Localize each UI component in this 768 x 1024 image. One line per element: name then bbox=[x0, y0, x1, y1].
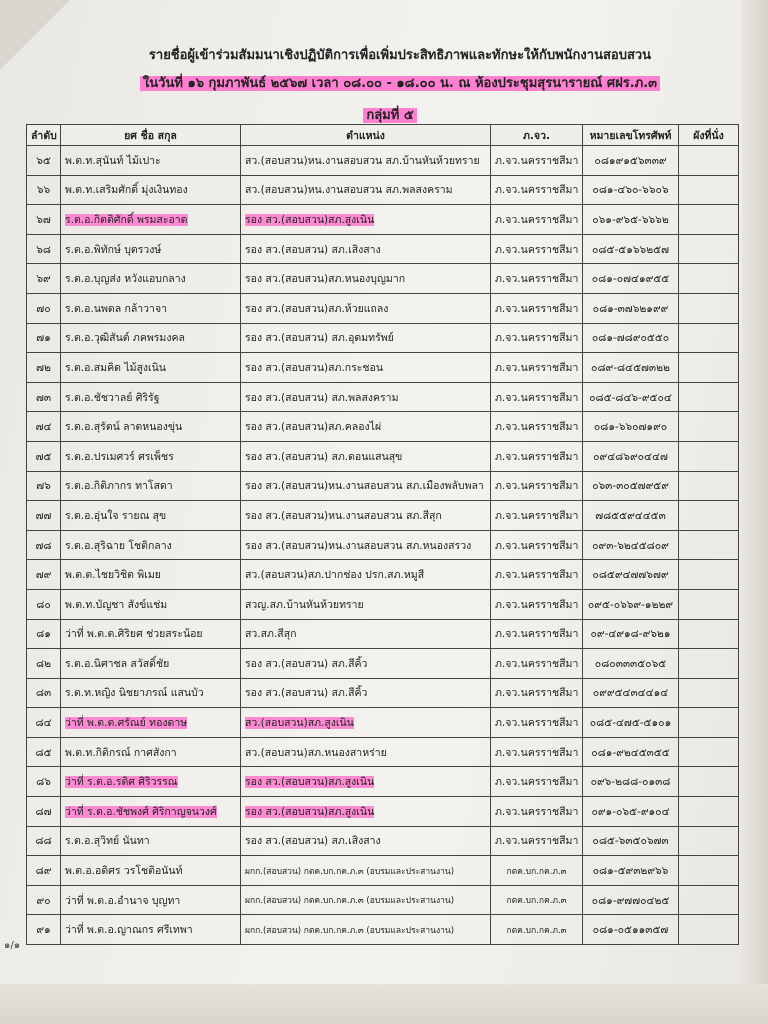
table-row bbox=[27, 708, 739, 738]
table-row bbox=[27, 589, 739, 619]
cell-position bbox=[241, 589, 491, 619]
cell-position bbox=[241, 560, 491, 590]
cell-phone: ๐๘๑-๔๖๐-๖๖๐๖ bbox=[583, 175, 679, 205]
table-row bbox=[27, 797, 739, 827]
cell-position-text: สว.(สอบสวน)หน.งานสอบสวน สภ.บ้านหันห้วยทราย bbox=[245, 154, 480, 167]
cell-no: ๘๖ bbox=[27, 767, 61, 797]
cell-name-text: ร.ต.อ.บุญส่ง หวังแอบกลาง bbox=[65, 273, 186, 286]
cell-position-text: รอง สว.(สอบสวน) สภ.ดอนแสนสุข bbox=[245, 450, 403, 463]
cell-name bbox=[61, 797, 241, 827]
cell-seat bbox=[679, 175, 739, 205]
cell-name bbox=[61, 146, 241, 176]
cell-name-text: ร.ต.อ.กิตติศักดิ์ พรมสะอาด bbox=[65, 213, 188, 226]
table-row bbox=[27, 293, 739, 323]
cell-unit: ภ.จว.นครราชสีมา bbox=[491, 353, 583, 383]
cell-position-text: รอง สว.(สอบสวน)สภ.คลองไผ่ bbox=[245, 421, 382, 434]
cell-phone: ๐๘๙-๘๔๕๗๓๒๒ bbox=[583, 353, 679, 383]
cell-phone: ๐๘๑-๕๙๓๒๙๖๖ bbox=[583, 856, 679, 886]
cell-position bbox=[241, 649, 491, 679]
cell-name bbox=[61, 323, 241, 353]
cell-name bbox=[61, 175, 241, 205]
cell-no: ๙๐ bbox=[27, 885, 61, 915]
cell-phone: ๐๘๑-๓๗๖๒๑๙๙ bbox=[583, 293, 679, 323]
cell-unit: ภ.จว.นครราชสีมา bbox=[491, 501, 583, 531]
cell-name bbox=[61, 234, 241, 264]
cell-phone: ๐๘๐๓๓๓๕๐๖๕ bbox=[583, 649, 679, 679]
table-header-row bbox=[27, 125, 739, 146]
cell-no: ๖๙ bbox=[27, 264, 61, 294]
cell-position bbox=[241, 915, 491, 945]
cell-position bbox=[241, 441, 491, 471]
table-row bbox=[27, 856, 739, 886]
cell-position bbox=[241, 264, 491, 294]
cell-seat bbox=[679, 412, 739, 442]
cell-no: ๘๒ bbox=[27, 649, 61, 679]
cell-position-text: รอง สว.(สอบสวน) สภ.เสิงสาง bbox=[245, 243, 381, 256]
cell-position bbox=[241, 501, 491, 531]
cell-seat bbox=[679, 441, 739, 471]
cell-seat bbox=[679, 234, 739, 264]
cell-name-text: ร.ต.อ.สุรัตน์ ลาดหนองขุ่น bbox=[65, 421, 183, 434]
cell-position-text: รอง สว.(สอบสวน)สภ.สูงเนิน bbox=[245, 213, 375, 226]
cell-no: ๘๑ bbox=[27, 619, 61, 649]
cell-seat bbox=[679, 560, 739, 590]
cell-phone: ๐๖๓-๓๐๕๗๙๕๙ bbox=[583, 471, 679, 501]
cell-unit: ภ.จว.นครราชสีมา bbox=[491, 382, 583, 412]
cell-phone: ๐๘๑-๖๖๐๗๑๙๐ bbox=[583, 412, 679, 442]
cell-position bbox=[241, 353, 491, 383]
cell-no: ๖๗ bbox=[27, 205, 61, 235]
cell-name-text: ร.ต.อ.ปรเมศวร์ ศรเพ็ชร bbox=[65, 450, 174, 463]
table-row bbox=[27, 678, 739, 708]
cell-position bbox=[241, 619, 491, 649]
cell-unit: ภ.จว.นครราชสีมา bbox=[491, 708, 583, 738]
cell-no: ๙๑ bbox=[27, 915, 61, 945]
cell-name-text: ร.ต.อ.สุริฉาย โชติกลาง bbox=[65, 539, 172, 552]
cell-seat bbox=[679, 589, 739, 619]
cell-phone: ๗๘๕๕๙๔๔๕๓ bbox=[583, 501, 679, 531]
cell-name-text: ร.ต.อ.กิติภากร ทาโสดา bbox=[65, 480, 173, 493]
cell-no: ๘๐ bbox=[27, 589, 61, 619]
cell-phone: ๐๘๑๙๑๕๖๓๓๙ bbox=[583, 146, 679, 176]
cell-no: ๗๙ bbox=[27, 560, 61, 590]
cell-unit: กตค.บก.กค.ภ.๓ bbox=[491, 885, 583, 915]
cell-no: ๗๓ bbox=[27, 382, 61, 412]
table-row bbox=[27, 471, 739, 501]
cell-unit: ภ.จว.นครราชสีมา bbox=[491, 441, 583, 471]
table-row bbox=[27, 619, 739, 649]
cell-position-text: สว.(สอบสวน)สภ.สูงเนิน bbox=[245, 717, 354, 730]
cell-seat bbox=[679, 293, 739, 323]
cell-phone: ๐๙๑-๐๖๕-๙๑๐๔ bbox=[583, 797, 679, 827]
cell-name-text: ร.ต.ท.หญิง นิชยาภรณ์ แสนบัว bbox=[65, 687, 204, 700]
cell-position bbox=[241, 146, 491, 176]
cell-position bbox=[241, 234, 491, 264]
cell-unit: ภ.จว.นครราชสีมา bbox=[491, 737, 583, 767]
cell-no: ๗๖ bbox=[27, 471, 61, 501]
cell-name bbox=[61, 501, 241, 531]
cell-phone: ๐๘๕๙๔๗๗๖๗๙ bbox=[583, 560, 679, 590]
cell-no: ๗๔ bbox=[27, 412, 61, 442]
cell-no: ๖๖ bbox=[27, 175, 61, 205]
cell-position-text: รอง สว.(สอบสวน)สภ.สูงเนิน bbox=[245, 805, 375, 818]
cell-name bbox=[61, 589, 241, 619]
cell-phone: ๐๘๑-๐๕๑๑๓๕๗ bbox=[583, 915, 679, 945]
cell-phone: ๐๘๕-๕๑๖๖๒๕๗ bbox=[583, 234, 679, 264]
col-header-seat: ผังที่นั่ง bbox=[679, 125, 739, 146]
cell-unit: ภ.จว.นครราชสีมา bbox=[491, 560, 583, 590]
cell-position-text: ผกก.(สอบสวน) กตค.บก.กค.ภ.๓ (อบรมและประสานงาน) bbox=[245, 925, 455, 936]
cell-position bbox=[241, 412, 491, 442]
table-row bbox=[27, 205, 739, 235]
table-row bbox=[27, 915, 739, 945]
cell-unit: ภ.จว.นครราชสีมา bbox=[491, 530, 583, 560]
cell-name-text: พ.ต.ท.เสริมศักดิ์ มุ่งเงินทอง bbox=[65, 184, 188, 197]
cell-no: ๗๒ bbox=[27, 353, 61, 383]
cell-seat bbox=[679, 146, 739, 176]
cell-seat bbox=[679, 915, 739, 945]
cell-seat bbox=[679, 501, 739, 531]
cell-no: ๘๔ bbox=[27, 708, 61, 738]
cell-position bbox=[241, 382, 491, 412]
cell-unit: ภ.จว.นครราชสีมา bbox=[491, 175, 583, 205]
cell-position-text: สวญ.สภ.บ้านหันห้วยทราย bbox=[245, 598, 364, 611]
col-header-phone: หมายเลขโทรศัพท์ bbox=[583, 125, 679, 146]
cell-phone: ๐๙๓-๖๒๔๕๘๐๙ bbox=[583, 530, 679, 560]
cell-name-text: ว่าที่ พ.ต.ต.ศิริยศ ช่วยสระน้อย bbox=[65, 628, 203, 641]
table-row bbox=[27, 234, 739, 264]
cell-phone: ๐๙๕-๐๖๖๙-๑๒๒๙ bbox=[583, 589, 679, 619]
cell-name bbox=[61, 293, 241, 323]
cell-phone: ๐๘๑-๙๒๔๕๓๕๕ bbox=[583, 737, 679, 767]
cell-name-text: ว่าที่ ร.ต.อ.ชัชพงศ์ ศิริกาญจนวงศ์ bbox=[65, 805, 217, 818]
cell-name-text: พ.ต.อ.อดิศร วรโชติอนันท์ bbox=[65, 865, 183, 878]
cell-position-text: รอง สว.(สอบสวน)หน.งานสอบสวน สภ.หนองสรวง bbox=[245, 539, 472, 552]
cell-name-text: ร.ต.อ.สุวิทย์ นันทา bbox=[65, 835, 150, 848]
cell-seat bbox=[679, 619, 739, 649]
cell-position-text: รอง สว.(สอบสวน) สภ.สีคิ้ว bbox=[245, 687, 368, 700]
cell-seat bbox=[679, 382, 739, 412]
group-label bbox=[330, 104, 450, 125]
cell-name bbox=[61, 856, 241, 886]
cell-unit: กตค.บก.กค.ภ.๓ bbox=[491, 915, 583, 945]
cell-no: ๗๑ bbox=[27, 323, 61, 353]
cell-seat bbox=[679, 737, 739, 767]
cell-name bbox=[61, 441, 241, 471]
table-row bbox=[27, 353, 739, 383]
cell-name bbox=[61, 471, 241, 501]
cell-seat bbox=[679, 264, 739, 294]
cell-position bbox=[241, 471, 491, 501]
cell-position-text: ผกก.(สอบสวน) กตค.บก.กค.ภ.๓ (อบรมและประสานงาน) bbox=[245, 866, 455, 877]
cell-unit: ภ.จว.นครราชสีมา bbox=[491, 471, 583, 501]
col-header-unit: ภ.จว. bbox=[491, 125, 583, 146]
cell-position bbox=[241, 826, 491, 856]
cell-seat bbox=[679, 205, 739, 235]
cell-phone: ๐๖๑-๙๖๕-๖๖๖๒ bbox=[583, 205, 679, 235]
cell-unit: ภ.จว.นครราชสีมา bbox=[491, 767, 583, 797]
cell-no: ๗๕ bbox=[27, 441, 61, 471]
cell-seat bbox=[679, 826, 739, 856]
cell-phone: ๐๘๕-๔๗๕-๕๑๐๑ bbox=[583, 708, 679, 738]
page-edge-bottom bbox=[0, 984, 768, 1024]
cell-unit: ภ.จว.นครราชสีมา bbox=[491, 649, 583, 679]
cell-phone: ๐๙๔๘๖๙๐๔๔๗ bbox=[583, 441, 679, 471]
cell-name bbox=[61, 619, 241, 649]
cell-name-text: ว่าที่ ร.ต.อ.รติศ ศิริวรรณ bbox=[65, 776, 178, 789]
cell-position-text: รอง สว.(สอบสวน)สภ.ห้วยแถลง bbox=[245, 302, 389, 315]
cell-unit: ภ.จว.นครราชสีมา bbox=[491, 826, 583, 856]
cell-name-text: ร.ต.อ.สมคิด ไม้สูงเนิน bbox=[65, 361, 166, 374]
cell-position-text: สว.(สอบสวน)สภ.หนองสาหร่าย bbox=[245, 746, 387, 759]
cell-unit: ภ.จว.นครราชสีมา bbox=[491, 293, 583, 323]
table-row bbox=[27, 826, 739, 856]
cell-position-text: รอง สว.(สอบสวน)หน.งานสอบสวน สภ.เมืองพลับพลา bbox=[245, 480, 484, 493]
cell-no: ๘๗ bbox=[27, 797, 61, 827]
cell-position bbox=[241, 737, 491, 767]
cell-position bbox=[241, 767, 491, 797]
cell-name-text: พ.ต.ท.สุนันท์ ไม้เปาะ bbox=[65, 154, 161, 167]
cell-position bbox=[241, 708, 491, 738]
cell-no: ๗๗ bbox=[27, 501, 61, 531]
cell-seat bbox=[679, 885, 739, 915]
table-row bbox=[27, 649, 739, 679]
cell-position bbox=[241, 797, 491, 827]
cell-position-text: รอง สว.(สอบสวน) สภ.เสิงสาง bbox=[245, 835, 381, 848]
cell-unit: ภ.จว.นครราชสีมา bbox=[491, 797, 583, 827]
cell-unit: ภ.จว.นครราชสีมา bbox=[491, 412, 583, 442]
cell-name bbox=[61, 678, 241, 708]
cell-no: ๖๘ bbox=[27, 234, 61, 264]
table-row bbox=[27, 560, 739, 590]
cell-position bbox=[241, 678, 491, 708]
table-row bbox=[27, 530, 739, 560]
cell-phone: ๐๘๕-๖๓๕๐๖๗๓ bbox=[583, 826, 679, 856]
cell-position bbox=[241, 323, 491, 353]
col-header-name: ยศ ชื่อ สกุล bbox=[61, 125, 241, 146]
cell-name-text: ร.ต.อ.พิทักษ์ บุตรวงษ์ bbox=[65, 243, 162, 256]
cell-seat bbox=[679, 767, 739, 797]
cell-seat bbox=[679, 678, 739, 708]
document-title: รายชื่อผู้เข้าร่วมสัมมนาเชิงปฏิบัติการเพื่อเพิ่มประสิทธิภาพและทักษะให้กับพนักงานสอบสวน bbox=[148, 48, 652, 63]
cell-no: ๗๘ bbox=[27, 530, 61, 560]
cell-position-text: สว.(สอบสวน)หน.งานสอบสวน สภ.พลสงคราม bbox=[245, 184, 453, 197]
cell-name-text: ว่าที่ พ.ต.อ.อำนาจ บุญทา bbox=[65, 894, 181, 907]
cell-no: ๗๐ bbox=[27, 293, 61, 323]
cell-position bbox=[241, 885, 491, 915]
cell-name bbox=[61, 649, 241, 679]
group-label-text: กลุ่มที่ ๕ bbox=[363, 108, 416, 123]
cell-phone: ๐๙๖-๒๘๘-๐๑๓๘ bbox=[583, 767, 679, 797]
cell-name bbox=[61, 205, 241, 235]
table-row bbox=[27, 501, 739, 531]
cell-seat bbox=[679, 530, 739, 560]
cell-unit: ภ.จว.นครราชสีมา bbox=[491, 589, 583, 619]
table-row bbox=[27, 767, 739, 797]
date-line-text: ในวันที่ ๑๖ กุมภาพันธ์ ๒๕๖๗ เวลา ๐๘.๐๐ - ๑๘.๐๐ น. ณ ห้องประชุมสุรนารายณ์ ศฝร.ภ.๓ bbox=[140, 76, 660, 91]
cell-no: ๘๕ bbox=[27, 737, 61, 767]
attendee-table bbox=[26, 124, 739, 945]
col-header-no: ลำดับ bbox=[27, 125, 61, 146]
page-edge-right bbox=[742, 0, 768, 1024]
cell-unit: ภ.จว.นครราชสีมา bbox=[491, 619, 583, 649]
cell-unit: กตค.บก.กค.ภ.๓ bbox=[491, 856, 583, 886]
table-row bbox=[27, 175, 739, 205]
cell-phone: ๐๘๑-๗๘๙๐๕๕๐ bbox=[583, 323, 679, 353]
cell-no: ๘๓ bbox=[27, 678, 61, 708]
page-number: ๑/๑ bbox=[4, 940, 21, 951]
cell-seat bbox=[679, 471, 739, 501]
cell-position-text: รอง สว.(สอบสวน) สภ.อุดมทรัพย์ bbox=[245, 332, 394, 345]
cell-seat bbox=[679, 353, 739, 383]
cell-name-text: ร.ต.อ.นิศาชล สวัสดิ์ชัย bbox=[65, 657, 170, 670]
cell-seat bbox=[679, 323, 739, 353]
cell-position-text: รอง สว.(สอบสวน)หน.งานสอบสวน สภ.สีสุก bbox=[245, 509, 442, 522]
cell-no: ๘๘ bbox=[27, 826, 61, 856]
cell-name bbox=[61, 264, 241, 294]
cell-phone: ๐๘๕-๘๔๖-๙๕๐๔ bbox=[583, 382, 679, 412]
cell-unit: ภ.จว.นครราชสีมา bbox=[491, 234, 583, 264]
cell-position bbox=[241, 293, 491, 323]
cell-name bbox=[61, 737, 241, 767]
cell-position-text: รอง สว.(สอบสวน)สภ.สูงเนิน bbox=[245, 776, 375, 789]
cell-no: ๘๙ bbox=[27, 856, 61, 886]
cell-phone: ๐๘๑-๙๗๗๐๔๒๕ bbox=[583, 885, 679, 915]
cell-unit: ภ.จว.นครราชสีมา bbox=[491, 264, 583, 294]
cell-position-text: รอง สว.(สอบสวน)สภ.กระชอน bbox=[245, 361, 384, 374]
cell-position bbox=[241, 205, 491, 235]
cell-name bbox=[61, 412, 241, 442]
table-row bbox=[27, 264, 739, 294]
folded-corner bbox=[0, 0, 70, 70]
cell-seat bbox=[679, 708, 739, 738]
cell-unit: ภ.จว.นครราชสีมา bbox=[491, 146, 583, 176]
cell-name bbox=[61, 885, 241, 915]
cell-position-text: สว.(สอบสวน)สภ.ปากช่อง ปรก.สภ.หมูสี bbox=[245, 569, 425, 582]
cell-position-text: สว.สภ.สีสุก bbox=[245, 628, 297, 641]
cell-name bbox=[61, 826, 241, 856]
cell-name-text: พ.ต.ท.กิติกรณ์ กาศสังกา bbox=[65, 746, 177, 759]
cell-position-text: ผกก.(สอบสวน) กตค.บก.กค.ภ.๓ (อบรมและประสานงาน) bbox=[245, 896, 455, 907]
cell-position-text: รอง สว.(สอบสวน) สภ.สีคิ้ว bbox=[245, 657, 368, 670]
cell-no: ๖๕ bbox=[27, 146, 61, 176]
cell-name bbox=[61, 915, 241, 945]
table-row bbox=[27, 382, 739, 412]
cell-unit: ภ.จว.นครราชสีมา bbox=[491, 205, 583, 235]
table-row bbox=[27, 323, 739, 353]
cell-position bbox=[241, 175, 491, 205]
cell-name-text: ร.ต.อ.อุ่นใจ รายณ สุข bbox=[65, 509, 167, 522]
cell-phone: ๐๙-๔๙๑๘-๙๖๒๑ bbox=[583, 619, 679, 649]
cell-name bbox=[61, 353, 241, 383]
cell-phone: ๐๘๑-๐๗๔๑๙๕๕ bbox=[583, 264, 679, 294]
cell-phone: ๐๙๙๕๔๓๔๔๑๔ bbox=[583, 678, 679, 708]
cell-position-text: รอง สว.(สอบสวน)สภ.หนองบุญมาก bbox=[245, 273, 406, 286]
cell-unit: ภ.จว.นครราชสีมา bbox=[491, 678, 583, 708]
cell-name-text: ร.ต.อ.นพดล กล้าวาจา bbox=[65, 302, 167, 315]
cell-unit: ภ.จว.นครราชสีมา bbox=[491, 323, 583, 353]
cell-name-text: พ.ต.ท.บัญชา สังข์แช่ม bbox=[65, 598, 168, 611]
cell-seat bbox=[679, 856, 739, 886]
cell-name bbox=[61, 530, 241, 560]
cell-position-text: รอง สว.(สอบสวน) สภ.พลสงคราม bbox=[245, 391, 399, 404]
table-row bbox=[27, 412, 739, 442]
table-row bbox=[27, 146, 739, 176]
table-row bbox=[27, 441, 739, 471]
cell-seat bbox=[679, 649, 739, 679]
cell-name-text: พ.ต.ต.ไชยวิชิต พิเมย bbox=[65, 569, 161, 582]
cell-name-text: ว่าที่ พ.ต.อ.ญาณกร ศรีเทพา bbox=[65, 924, 193, 937]
col-header-position: ตำแหน่ง bbox=[241, 125, 491, 146]
cell-name bbox=[61, 560, 241, 590]
cell-name-text: ร.ต.อ.ชัชวาลย์ ศิริรัฐ bbox=[65, 391, 160, 404]
cell-name bbox=[61, 708, 241, 738]
table-row bbox=[27, 737, 739, 767]
cell-position bbox=[241, 530, 491, 560]
table-row bbox=[27, 885, 739, 915]
document-date-line bbox=[120, 72, 680, 93]
cell-seat bbox=[679, 797, 739, 827]
cell-name bbox=[61, 767, 241, 797]
cell-name-text: ร.ต.อ.วุฒิสันต์ ภคพรมงคล bbox=[65, 332, 185, 345]
cell-position bbox=[241, 856, 491, 886]
cell-name-text: ว่าที่ พ.ต.ต.ศรัณย์ ทองดาษ bbox=[65, 717, 188, 730]
cell-name bbox=[61, 382, 241, 412]
